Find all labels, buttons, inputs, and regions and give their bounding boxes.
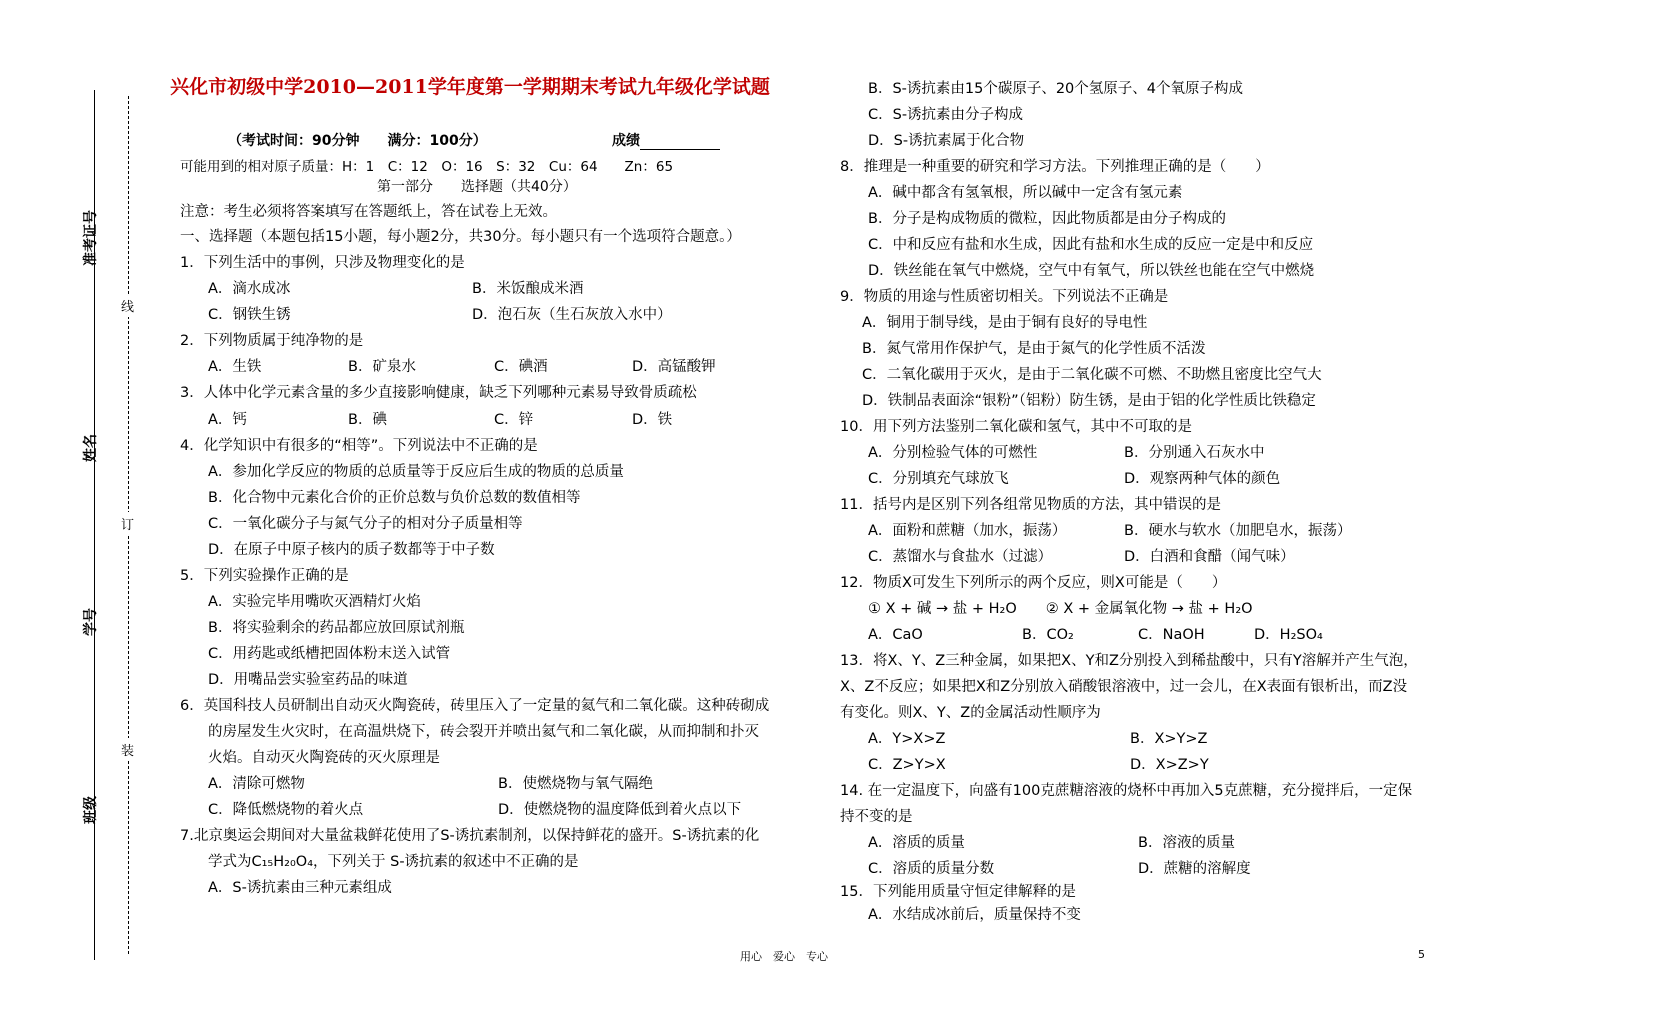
q6-option-c: C．降低燃烧物的着火点 [208,802,364,818]
q4-option-b: B．化合物中元素化合价的正价总数与负价总数的数值相等 [208,490,581,506]
notice: 注意：考生必须将答案填写在答题纸上，答在试卷上无效。 [180,204,557,220]
student-number-label: 学号 [83,608,99,636]
q7-option-c: C．S-诱抗素由分子构成 [868,107,1024,123]
q6-option-d: D．使燃烧物的温度降低到着火点以下 [498,802,742,818]
footer-motto: 用心 爱心 专心 [740,950,828,963]
question-11: 11．括号内是区别下列各组常见物质的方法，其中错误的是 [840,497,1221,513]
q1-option-a: A．滴水成冰 [208,281,291,297]
q9-option-d: D．铁制品表面涂“银粉”（铝粉）防生锈，是由于铝的化学性质比铁稳定 [862,393,1316,409]
exam-number-label: 准考证号 [83,210,99,266]
q7-option-b: B．S-诱抗素由15个碳原子、20个氢原子、4个氧原子构成 [868,81,1244,97]
q8-option-c: C．中和反应有盐和水生成，因此有盐和水生成的反应一定是中和反应 [868,237,1314,253]
q11-option-c: C．蒸馏水与食盐水（过滤） [868,549,1053,565]
question-6-line-3: 火焰。自动灭火陶瓷砖的灭火原理是 [208,750,440,766]
question-5: 5．下列实验操作正确的是 [180,568,349,584]
q9-option-b: B．氮气常用作保护气，是由于氮气的化学性质不活泼 [862,341,1206,357]
q9-option-a: A．铜用于制导线，是由于铜有良好的导电性 [862,315,1148,331]
q11-option-b: B．硬水与软水（加肥皂水，振荡） [1124,523,1352,539]
q1-option-b: B．米饭酿成米酒 [472,281,584,297]
question-13: 13．将X、Y、Z三种金属，如果把X、Y和Z分别投入到稀盐酸中，只有Y溶解并产生气泡， [840,653,1418,669]
q3-option-a: A．钙 [208,412,247,428]
q5-option-b: B．将实验剩余的药品都应放回原试剂瓶 [208,620,465,636]
q1-option-c: C．钢铁生锈 [208,307,291,323]
question-7-line-2: 学式为C₁₅H₂₀O₄，下列关于 S-诱抗素的叙述中不正确的是 [208,854,579,870]
q8-option-b: B．分子是构成物质的微粒，因此物质都是由分子构成的 [868,211,1226,227]
atomic-mass-line: 可能用到的相对原子质量：H：1 C：12 O：16 S：32 Cu：64 Zn：65 [180,159,674,175]
q7-option-d: D．S-诱抗素属于化合物 [868,133,1025,149]
question-10: 10．用下列方法鉴别二氧化碳和氢气，其中不可取的是 [840,419,1192,435]
question-6: 6．英国科技人员研制出自动灭火陶瓷砖，砖里压入了一定量的氦气和二氧化碳。这种砖砌成 [180,698,770,714]
q4-option-d: D．在原子中原子核内的质子数都等于中子数 [208,542,495,558]
question-6-line-2: 的房屋发生火灾时，在高温烘烧下，砖会裂开并喷出氦气和二氧化碳，从而抑制和扑灭 [208,724,759,740]
q12-option-a: A．CaO [868,627,923,643]
q2-option-d: D．高锰酸钾 [632,359,716,375]
question-14-line-2: 持不变的是 [840,809,913,825]
page-number: 5 [1418,948,1425,961]
question-8: 8．推理是一种重要的研究和学习方法。下列推理正确的是（ ） [840,159,1270,175]
question-2: 2．下列物质属于纯净物的是 [180,333,364,349]
score-label [612,130,720,150]
q2-option-b: B．矿泉水 [348,359,416,375]
q10-option-c: C．分别填充气球放飞 [868,471,1009,487]
line-mark: 线 [121,294,134,317]
question-12: 12．物质X可发生下列所示的两个反应，则X可能是（ ） [840,575,1227,591]
q13-option-b: B．X>Y>Z [1130,731,1208,747]
q15-option-a: A．水结成冰前后，质量保持不变 [868,907,1081,923]
question-1: 1．下列生活中的事例，只涉及物理变化的是 [180,255,465,271]
q2-option-c: C．碘酒 [494,359,548,375]
question-13-line-2: X、Z不反应；如果把X和Z分别放入硝酸银溶液中，过一会儿，在X表面有银析出，而Z没 [840,679,1408,695]
question-13-line-3: 有变化。则X、Y、Z的金属活动性顺序为 [840,705,1101,721]
q13-option-a: A．Y>X>Z [868,731,946,747]
exam-title: 兴化市初级中学2010—2011学年度第一学期期末考试九年级化学试题 [170,76,770,98]
order-mark: 订 [121,512,134,535]
q9-option-c: C．二氧化碳用于灭火，是由于二氧化碳不可燃、不助燃且密度比空气大 [862,367,1322,383]
question-14: 14. 在一定温度下，向盛有100克蔗糖溶液的烧杯中再加入5克蔗糖，充分搅拌后，一定保 [840,783,1413,799]
q10-option-b: B．分别通入石灰水中 [1124,445,1265,461]
name-label: 姓名 [83,434,99,462]
q5-option-c: C．用药匙或纸槽把固体粉末送入试管 [208,646,451,662]
score-blank [640,135,720,150]
q12-option-b: B．CO₂ [1022,627,1074,643]
question-15: 15．下列能用质量守恒定律解释的是 [840,884,1076,900]
q3-option-c: C．锌 [494,412,534,428]
q7-option-a: A．S-诱抗素由三种元素组成 [208,880,392,896]
part-one-heading: 第一部分 选择题（共40分） [377,179,577,195]
q12-option-d: D．H₂SO₄ [1254,627,1323,643]
q8-option-a: A．碱中都含有氢氧根，所以碱中一定含有氢元素 [868,185,1183,201]
q2-option-a: A．生铁 [208,359,262,375]
q8-option-d: D．铁丝能在氧气中燃烧，空气中有氧气，所以铁丝也能在空气中燃烧 [868,263,1315,279]
time-info: （考试时间：90分钟 满分：100分） [228,133,487,149]
q14-option-a: A．溶质的质量 [868,835,965,851]
question-7: 7.北京奥运会期间对大量盆栽鲜花使用了S-诱抗素制剂，以保持鲜花的盛开。S-诱抗素的化 [180,828,760,844]
q12-option-c: C．NaOH [1138,627,1205,643]
q11-option-a: A．面粉和蔗糖（加水，振荡） [868,523,1067,539]
q11-option-d: D．白酒和食醋（闻气味） [1124,549,1295,565]
section-heading: 一、选择题（本题包括15小题，每小题2分，共30分。每小题只有一个选项符合题意。） [180,229,741,245]
q4-option-a: A．参加化学反应的物质的总质量等于反应后生成的物质的总质量 [208,464,624,480]
question-9: 9．物质的用途与性质密切相关。下列说法不正确是 [840,289,1169,305]
question-3: 3．人体中化学元素含量的多少直接影响健康，缺乏下列哪种元素易导致骨质疏松 [180,385,697,401]
q1-option-d: D．泡石灰（生石灰放入水中） [472,307,672,323]
q6-option-a: A．清除可燃物 [208,776,305,792]
q12-reactions: ① X + 碱 → 盐 + H₂O ② X + 金属氧化物 → 盐 + H₂O [868,601,1253,617]
q10-option-d: D．观察两种气体的颜色 [1124,471,1281,487]
bind-mark: 装 [121,738,134,761]
q4-option-c: C．一氧化碳分子与氮气分子的相对分子质量相等 [208,516,523,532]
q13-option-d: D．X>Z>Y [1130,757,1209,773]
q3-option-d: D．铁 [632,412,673,428]
q10-option-a: A．分别检验气体的可燃性 [868,445,1038,461]
q14-option-b: B．溶液的质量 [1138,835,1235,851]
class-label: 班级 [83,796,99,824]
score-label-text: 成绩 [612,133,640,149]
question-4: 4．化学知识中有很多的“相等”。下列说法中不正确的是 [180,438,538,454]
q14-option-d: D．蔗糖的溶解度 [1138,861,1251,877]
q3-option-b: B．碘 [348,412,387,428]
q14-option-c: C．溶质的质量分数 [868,861,995,877]
q6-option-b: B．使燃烧物与氧气隔绝 [498,776,653,792]
q5-option-a: A．实验完毕用嘴吹灭酒精灯火焰 [208,594,421,610]
q13-option-c: C．Z>Y>X [868,757,946,773]
q5-option-d: D．用嘴品尝实验室药品的味道 [208,672,408,688]
